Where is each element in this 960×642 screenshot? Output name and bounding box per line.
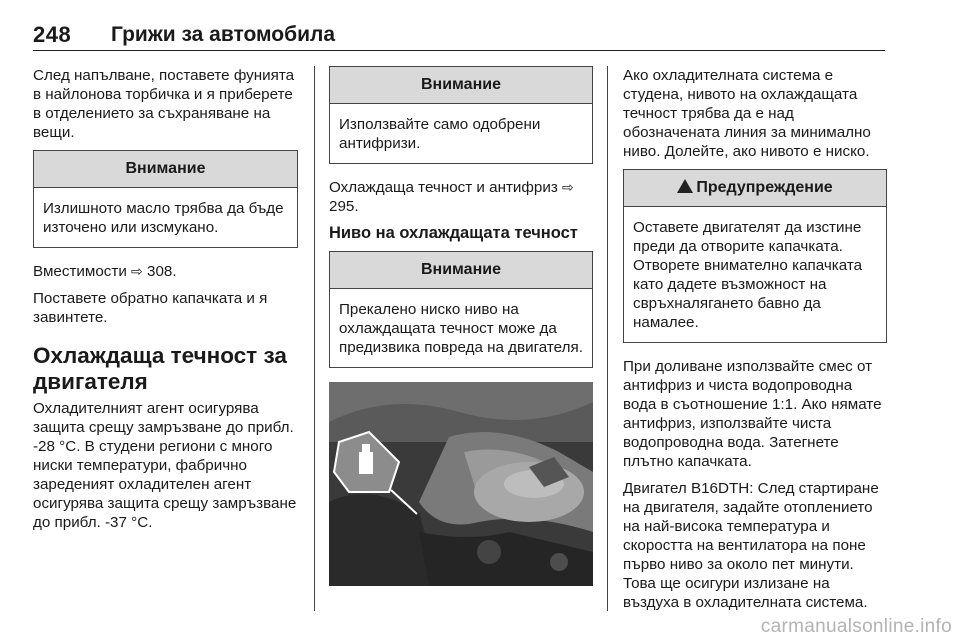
notice-box-antifreeze bbox=[329, 66, 593, 164]
paragraph-coolant-ref bbox=[329, 178, 593, 216]
paragraph-mixture: При доливане използвайте смес от антифриз и чиста водопроводна вода в съотношение 1:1. Ако нямате антифриз, използвайте чиста водопроводна вода. Затегнете плътно капачката. bbox=[623, 358, 882, 470]
notice-title: Внимание bbox=[330, 67, 592, 104]
paragraph-cold-level: Ако охладителната система е студена, нивото на охлаждащата течност трябва да е над обозначената линия за минимално ниво. Долейте, ако нивото е ниско. bbox=[623, 67, 871, 160]
paragraph-funnel: След напълване, поставете фунията в найлонова торбичка и я приберете в отделението за съхраняване на вещи. bbox=[33, 67, 295, 141]
capacities-ref-link[interactable]: 308. bbox=[147, 263, 177, 280]
column-divider-1 bbox=[314, 66, 315, 611]
warning-triangle-icon bbox=[677, 179, 693, 193]
column-divider-2 bbox=[607, 66, 608, 611]
ref-arrow-icon: ⇨ bbox=[131, 263, 143, 279]
notice-box-oil bbox=[33, 150, 298, 248]
notice-box-low-level bbox=[329, 251, 593, 368]
capacities-text: Вместимости bbox=[33, 263, 127, 280]
notice-body: Прекалено ниско ниво на охлаждащата течност може да предизвика повреда на двигателя. bbox=[339, 301, 583, 356]
coolant-ref-link[interactable]: 295. bbox=[329, 198, 359, 215]
subheading-coolant-level: Ниво на охлаждащата течност bbox=[329, 224, 578, 242]
coolant-ref-text: Охлаждаща течност и антифриз bbox=[329, 179, 558, 196]
engine-bay-image bbox=[329, 382, 593, 586]
warning-box-cap bbox=[623, 169, 887, 343]
column-3 bbox=[623, 66, 887, 620]
notice-body: Излишното масло трябва да бъде източено или изсмукано. bbox=[43, 200, 284, 236]
paragraph-b16dth: Двигател B16DTH: След стартиране на двигателя, задайте отоплението на най-висока температура и скоростта на вентилатора на поне първо ниво за около пет минути. Това ще осигури излизане на въздуха в охладителната система. bbox=[623, 480, 879, 611]
paragraph-capacities bbox=[33, 262, 298, 281]
column-2 bbox=[329, 66, 593, 586]
watermark: carmanualsonline.info bbox=[760, 616, 952, 637]
notice-title: Внимание bbox=[34, 151, 297, 188]
notice-title: Внимание bbox=[330, 252, 592, 289]
notice-body: Използвайте само одобрени антифризи. bbox=[339, 116, 541, 152]
page-header bbox=[33, 22, 885, 51]
warning-title bbox=[624, 170, 886, 207]
section-heading-coolant: Охлаждаща течност за двигателя bbox=[33, 343, 287, 394]
paragraph-cap: Поставете обратно капачката и я завинтете. bbox=[33, 290, 268, 326]
chapter-title: Грижи за автомобила bbox=[111, 23, 336, 46]
paragraph-antifreeze-protection: Охладителният агент осигурява защита срещу замръзване до прибл. -28 °C. В студени региони с много ниски температури, фабрично зареденият охладителен агент осигурява защита срещу замръзване до прибл. -37 °C. bbox=[33, 400, 297, 531]
column-1 bbox=[33, 66, 298, 540]
page-number: 248 bbox=[33, 22, 72, 47]
warning-body: Оставете двигателят да изстине преди да отворите капачката. Отворете внимателно капачката като дадете възможност на свръхналягането бавно да намалее. bbox=[633, 219, 863, 331]
warning-title-text: Предупреждение bbox=[696, 179, 833, 196]
ref-arrow-icon: ⇨ bbox=[562, 179, 574, 195]
